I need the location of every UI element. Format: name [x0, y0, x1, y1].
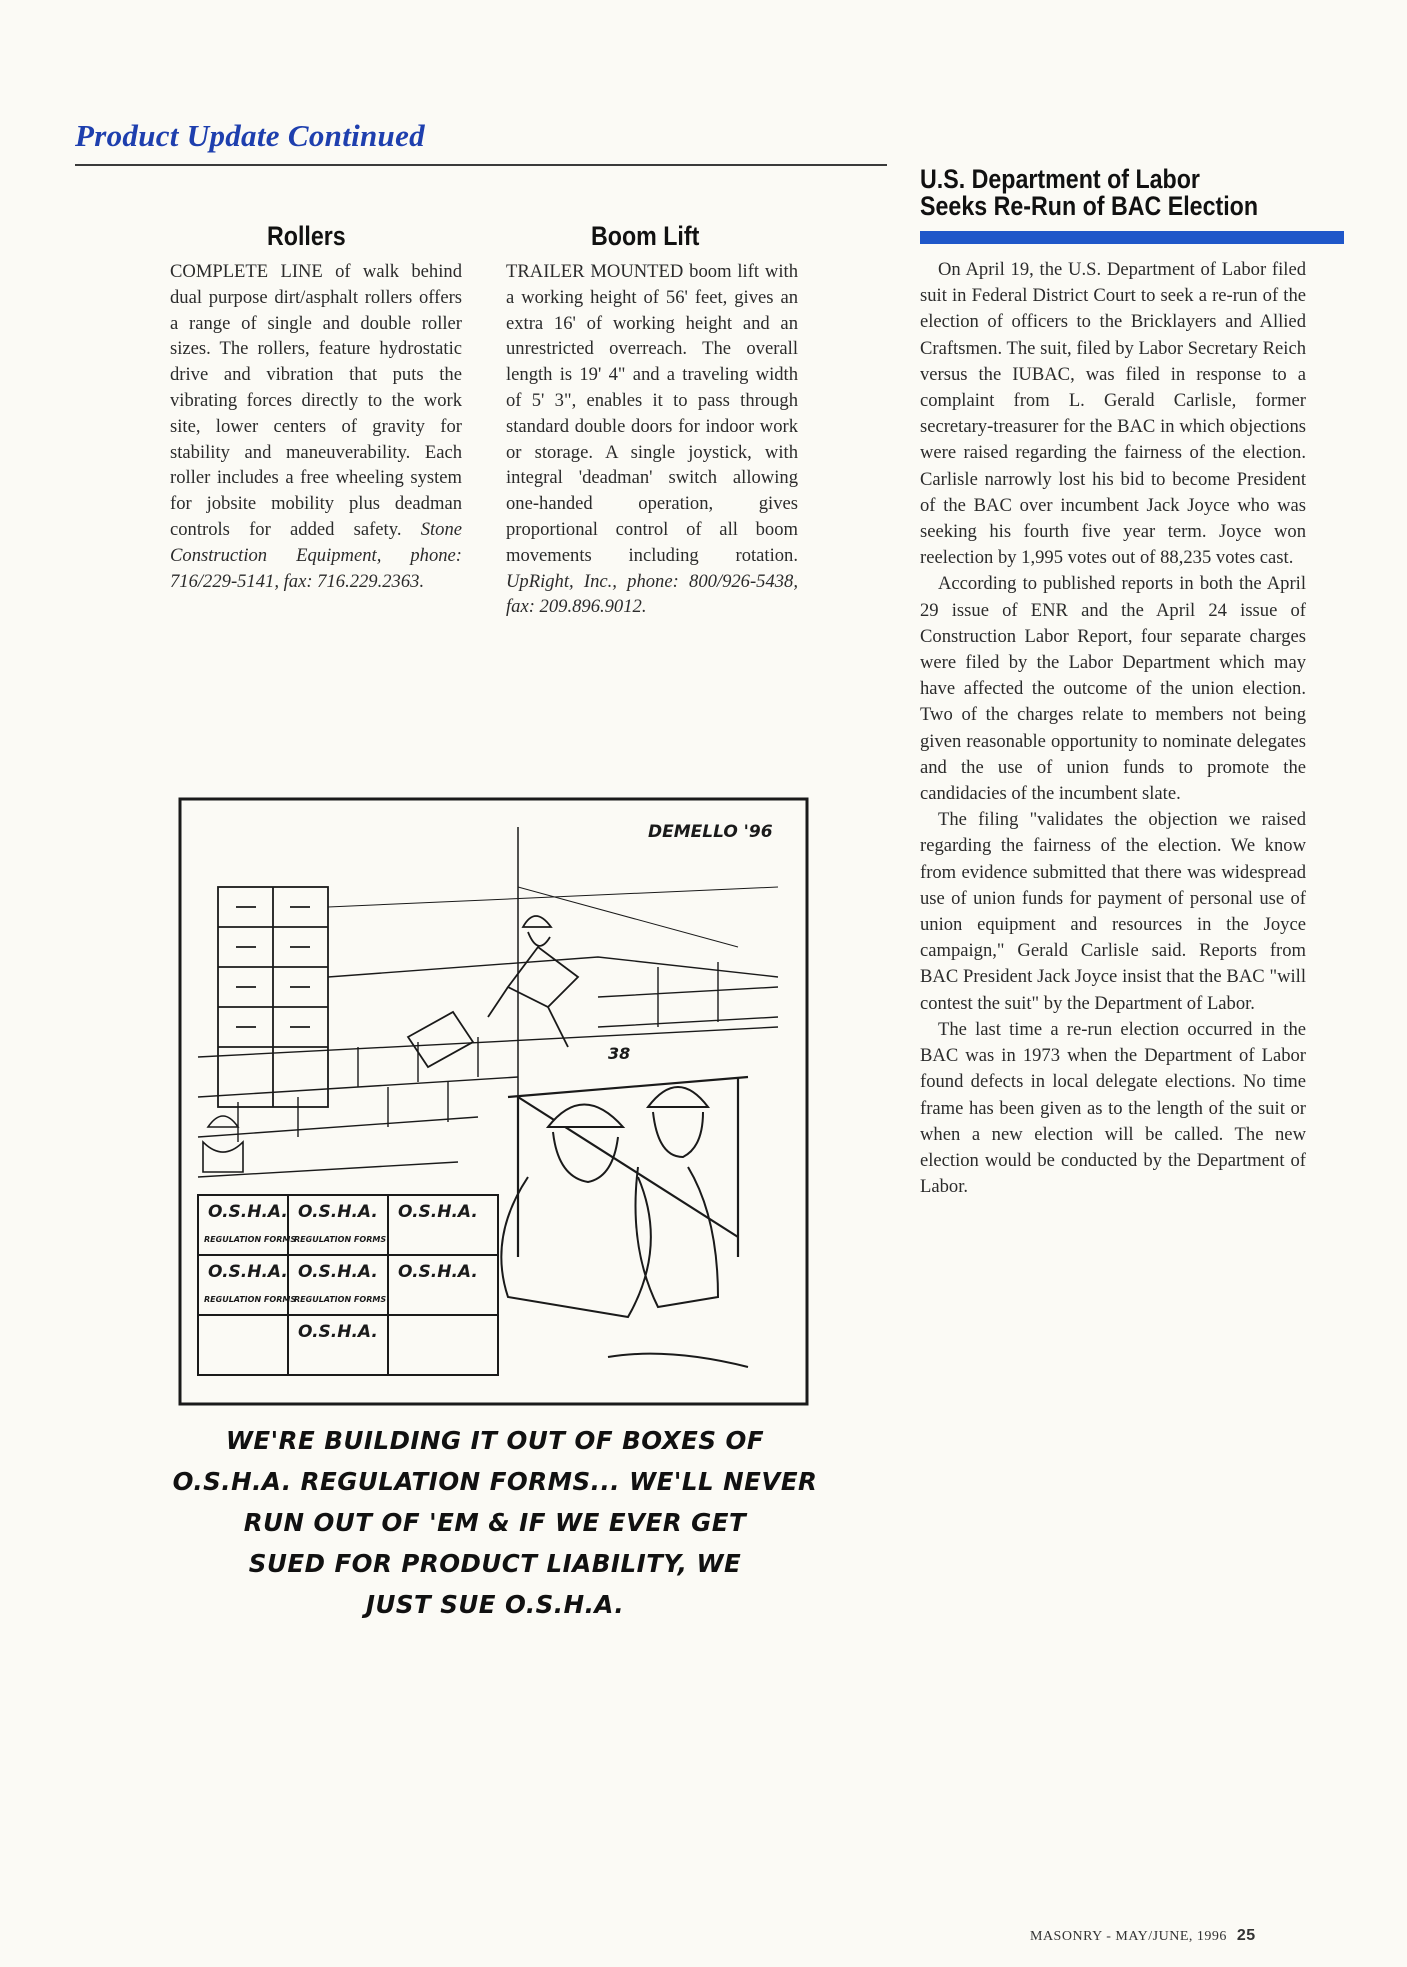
labor-headline-line2: Seeks Re-Run of BAC Election	[920, 191, 1259, 221]
boom-lift-text	[506, 259, 798, 620]
cartoon-caption	[165, 1420, 825, 1625]
crate-label-6: O.S.H.A.	[398, 1262, 478, 1282]
labor-article-body	[920, 257, 1306, 1200]
box-tower	[218, 887, 328, 1107]
crate-label-7: O.S.H.A.	[298, 1322, 378, 1342]
crate-number: 38	[608, 1044, 631, 1063]
caption-line-3: RUN OUT OF 'EM & IF WE EVER GET	[243, 1508, 747, 1537]
crate-label-3: O.S.H.A.	[398, 1202, 478, 1222]
workers-front	[501, 1087, 718, 1317]
cartoonist-signature: DEMELLO '96	[648, 822, 773, 842]
section-title: Product Update Continued	[75, 118, 425, 153]
rollers-credit: Stone Construction Equipment, phone: 716/229-5141, fax: 716.229.2363.	[170, 518, 462, 592]
boom-lift-credit: UpRight, Inc., phone: 800/926-5438, fax: 209.896.9012.	[506, 570, 798, 618]
rollers-text	[170, 259, 462, 594]
crate-sublabel-3: REGULATION FORMS	[204, 1295, 297, 1304]
headline-blue-rule	[920, 231, 1344, 244]
worker-left	[203, 1116, 243, 1172]
crate-sublabel-2: REGULATION FORMS	[294, 1235, 387, 1244]
boom-lift-heading: Boom Lift	[591, 221, 700, 251]
osha-crates	[198, 1195, 498, 1375]
crate-sublabel-1: REGULATION FORMS	[204, 1235, 297, 1244]
labor-paragraph-4: The last time a re-run election occurred in the BAC was in 1973 when the Department of Labor found defects in local delegate elections. No time frame has been given as to the length of the suit or when a new election will be called. The new election would be conducted by the Department of Labor.	[920, 1018, 1306, 1198]
crate-label-5: O.S.H.A.	[298, 1262, 378, 1282]
title-rule	[75, 164, 887, 166]
rollers-heading: Rollers	[267, 221, 346, 251]
labor-headline-line1: U.S. Department of Labor	[920, 164, 1200, 194]
boom-lift-body: TRAILER MOUNTED boom lift with a working height of 56' feet, gives an extra 16' of working height and an unrestricted overreach. The overall length is 19' 4" and a traveling width of 5' 3", enables it to pass through standard double doors for indoor work or storage. A single joystick, with integral 'deadman' switch allowing one-handed operation, gives proportional control of all boom movements including rotation.	[506, 261, 798, 566]
labor-paragraph-1: On April 19, the U.S. Department of Labor filed suit in Federal District Court to seek a re-run of the election of officers to the Bricklayers and Allied Craftsmen. The suit, filed by Labor Secretary Reich versus the IUBAC, was filed in response to a complaint from L. Gerald Carlisle, former secretary-treasurer for the BAC in which objections were raised regarding the fairness of the election. Carlisle narrowly lost his bid to become President of the BAC over incumbent Jack Joyce who was seeking his fourth five year term. Joyce won reelection by 1,995 votes out of 88,235 votes cast.	[920, 259, 1306, 569]
worker-top	[488, 916, 578, 1047]
footer-issue: MASONRY - MAY/JUNE, 1996	[1030, 1929, 1227, 1944]
crate-label-1: O.S.H.A.	[208, 1202, 288, 1222]
page-footer	[1030, 1927, 1256, 1945]
caption-line-2: O.S.H.A. REGULATION FORMS... WE'LL NEVER	[172, 1467, 818, 1496]
rollers-body: COMPLETE LINE of walk behind dual purpose dirt/asphalt rollers offers a range of single and double roller sizes. The rollers, feature hydrostatic drive and vibration that puts the vibrating forces directly to the work site, lower centers of gravity for stability and maneuverability. Each roller includes a free wheeling system for jobsite mobility plus deadman controls for added safety.	[170, 261, 462, 540]
page-number: 25	[1236, 1927, 1256, 1944]
labor-headline	[920, 166, 1298, 220]
cartoon-illustration	[178, 797, 809, 1406]
caption-line-5: JUST SUE O.S.H.A.	[365, 1590, 625, 1619]
labor-paragraph-2: According to published reports in both the April 29 issue of ENR and the April 24 issue of Construction Labor Report, four separate charges were filed by the Labor Department which may have affected the outcome of the union election. Two of the charges relate to members not being given reasonable opportunity to nominate delegates and the use of union funds to promote the candidacies of the incumbent slate.	[920, 573, 1306, 805]
crate-label-2: O.S.H.A.	[298, 1202, 378, 1222]
brick-wall	[198, 957, 778, 1177]
caption-line-4: SUED FOR PRODUCT LIABILITY, WE	[248, 1549, 742, 1578]
crate-sublabel-4: REGULATION FORMS	[294, 1295, 387, 1304]
caption-line-1: WE'RE BUILDING IT OUT OF BOXES OF	[225, 1426, 765, 1455]
labor-paragraph-3: The filing "validates the objection we raised regarding the fairness of the election. We know from evidence submitted that there was widespread use of union funds for payment of personal use of union equipment and resources in the Joyce campaign," Gerald Carlisle said. Reports from BAC President Jack Joyce insist that the BAC "will contest the suit" by the Department of Labor.	[920, 809, 1306, 1014]
crate-label-4: O.S.H.A.	[208, 1262, 288, 1282]
